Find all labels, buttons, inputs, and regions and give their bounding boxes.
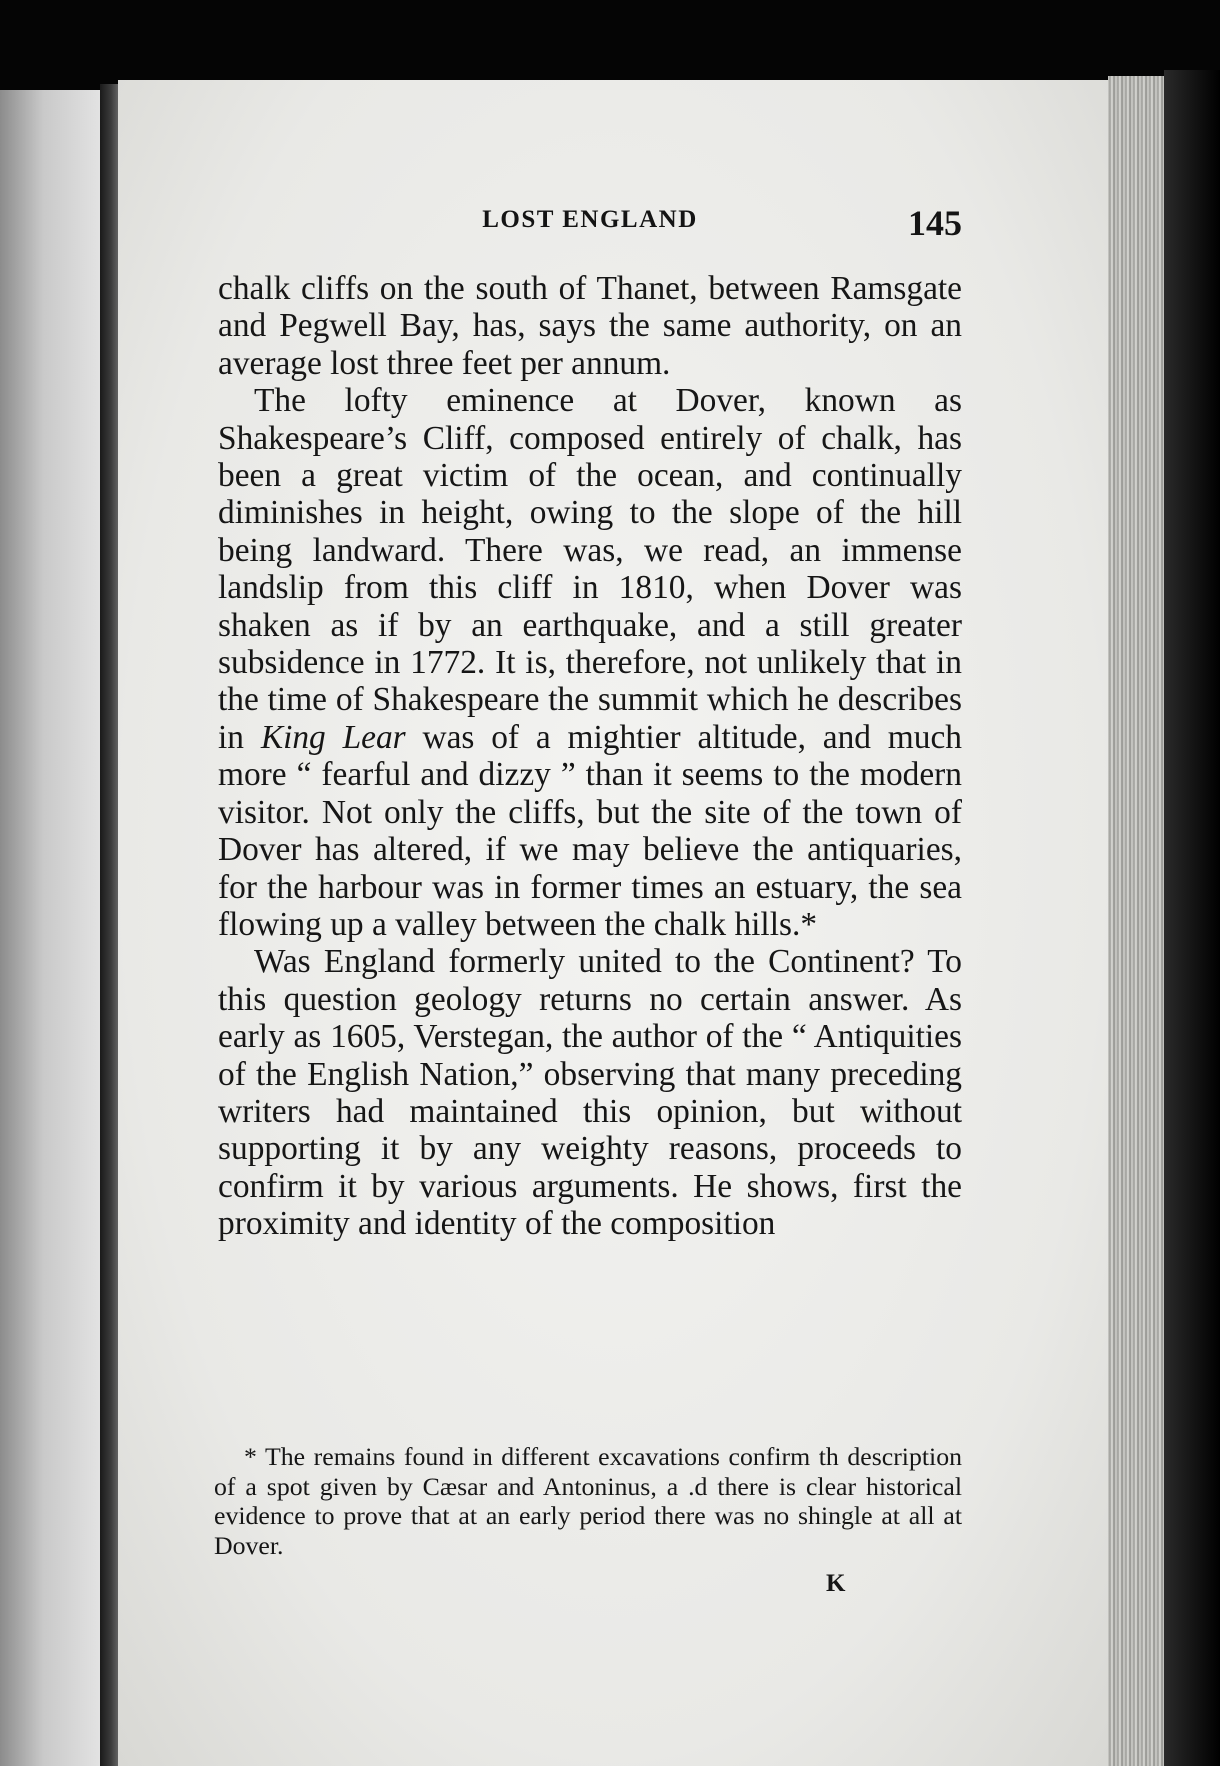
- page-number: 145: [908, 203, 962, 243]
- body-text: [218, 270, 962, 1243]
- paragraph-text-part: The lofty eminence at Dover, known as Shakespeare’s Cliff, composed entirely of chalk, has been a great victim of the ocean, and continually diminishes in height, owing to the slope of the hill being landward. There was, we read, an immense landslip from this cliff in 1810, when Dover was shaken as if by an earthquake, and a still greater subsidence in 1772. It is, therefore, not unlikely that in the time of Shakespeare the summit which he describes in: [218, 382, 962, 756]
- signature-mark: K: [826, 1570, 846, 1597]
- running-title: LOST ENGLAND: [482, 206, 698, 233]
- paragraph-continent: Was England formerly united to the Continent? To this question geology returns no certain answer. As early as 1605, Verstegan, the author of the “ Antiquities of the English Nation,” observing that many preceding writers had maintained this opinion, but without supporting it by any weighty reasons, proceeds to confirm it by various arguments. He shows, first the proximity and identity of the composition: [218, 943, 962, 1243]
- scan-background-shadow: [1164, 70, 1220, 1766]
- footnote: [214, 1442, 962, 1560]
- footnote-text: * The remains found in different excavations confirm th description of a spot given by Cæsar and Antoninus, a .d there is clear historical evidence to prove that at an early period there was no shingle at all at Dover.: [214, 1442, 962, 1560]
- paragraph-dover-cliff: [218, 382, 962, 943]
- page-stack-edges: [1108, 76, 1164, 1766]
- italic-title-king-lear: King Lear: [260, 718, 406, 756]
- paragraph-continued: chalk cliffs on the south of Thanet, between Ramsgate and Pegwell Bay, has, says the same authority, on an average lost three feet per annum.: [218, 270, 962, 382]
- running-header: [218, 203, 962, 246]
- facing-page-edge: [0, 90, 108, 1766]
- paragraph-text-part: was of a mightier altitude, and much more “ fearful and dizzy ” than it seems to the modern visitor. Not only the cliffs, but the site of the town of Dover has altered, if we may believe the antiquaries, for the harbour was in former times an estuary, the sea flowing up a valley between the chalk hills.*: [218, 718, 962, 943]
